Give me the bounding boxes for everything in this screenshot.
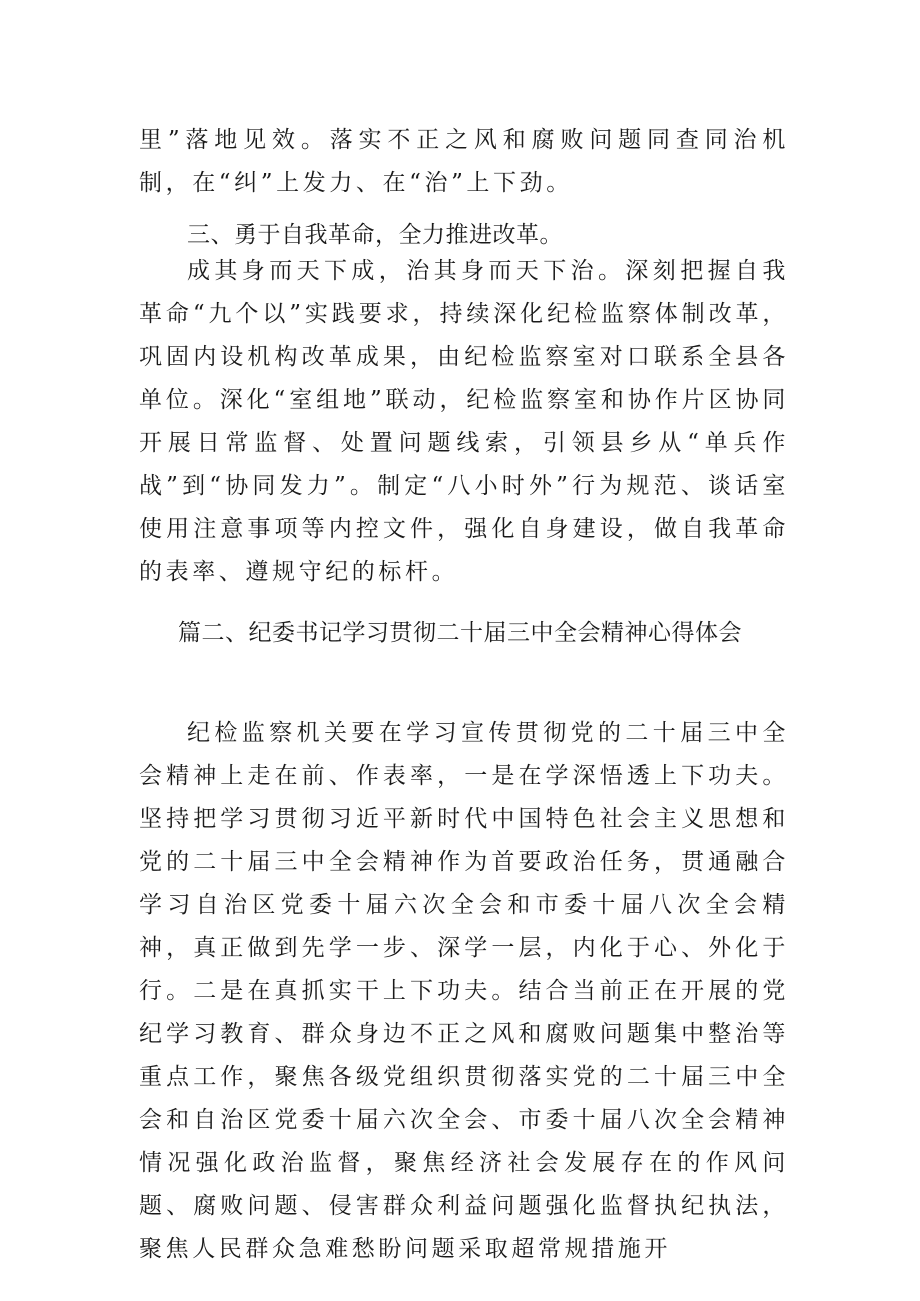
paragraph-reform: 成其身而天下成，治其身而天下治。深刻把握自我革命“九个以”实践要求，持续深化纪检监察体制改革，巩固内设机构改革成果，由纪检监察室对口联系全县各单位。深化“室组地”联动，纪检监察室和协作片区协同开展日常监督、处置问题线索，引领县乡从“单兵作战”到“协同发力”。制定“八小时外”行为规范、谈话室使用注意事项等内控文件，强化自身建设，做自我革命的表率、遵规守纪的标杆。 [139,258,789,585]
section-heading: 三、勇于自我革命，全力推进改革。 [187,222,563,248]
paragraph-intro: 纪检监察机关要在学习宣传贯彻党的二十届三中全会精神上走在前、作表率，一是在学深悟透上下功夫。坚持把学习贯彻习近平新时代中国特色社会主义思想和党的二十届三中全会精神作为首要政治任务，贯通融合学习自治区党委十届六次全会和市委十届八次全会精神，真正做到先学一步、深学一层，内化于心、外化于行。二是在真抓实干上下功夫。结合当前正在开展的党纪学习教育、群众身边不正之风和腐败问题集中整治等重点工作，聚焦各级党组织贯彻落实党的二十届三中全会和自治区党委十届六次全会、市委十届八次全会精神情况强化政治监督，聚焦经济社会发展存在的作风问题、腐败问题、侵害群众利益问题强化监督执纪执法，聚焦人民群众急难愁盼问题采取超常规措施开 [139,720,789,1262]
article-title: 篇二、纪委书记学习贯彻二十届三中全会精神心得体会 [178,620,742,646]
paragraph-continued: 里”落地见效。落实不正之风和腐败问题同查同治机制，在“纠”上发力、在“治”上下劲。 [139,127,789,196]
